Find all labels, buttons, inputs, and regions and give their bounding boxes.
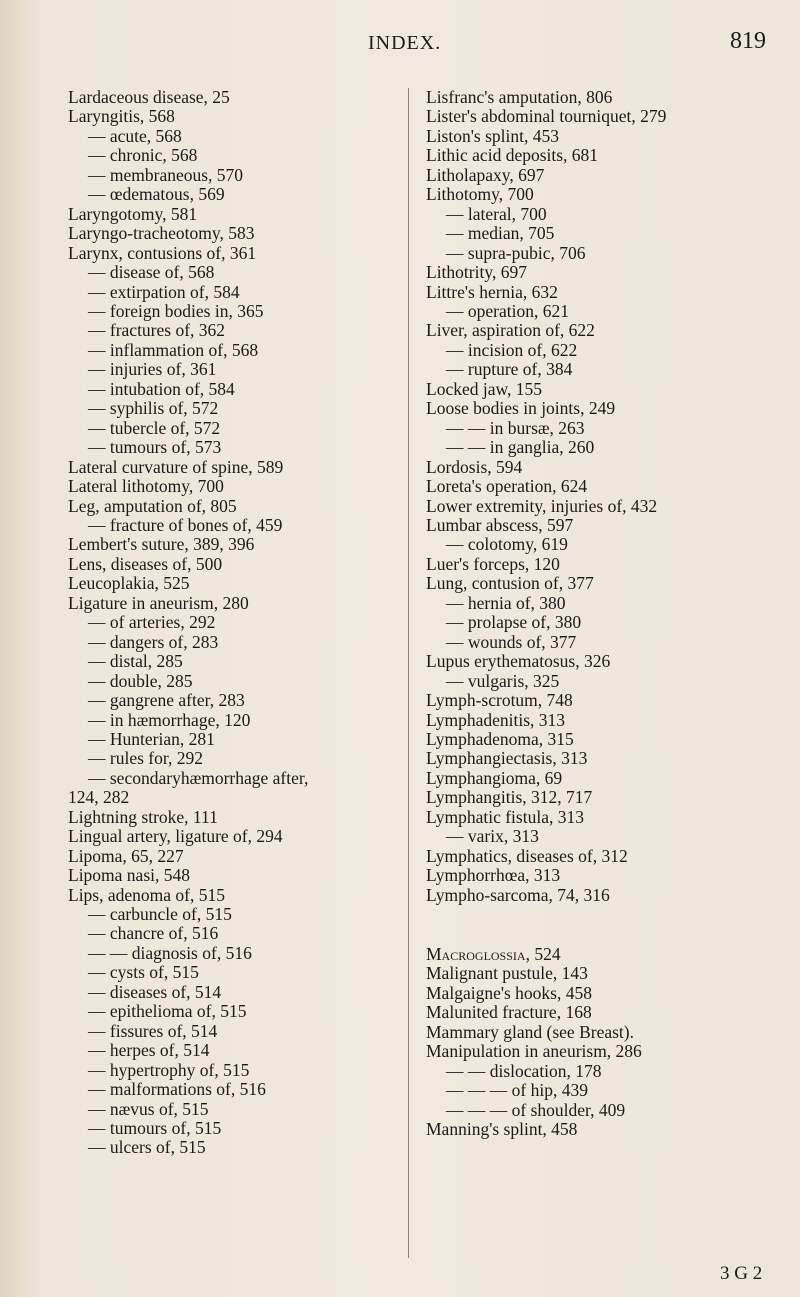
index-entry: Lymphatic fistula, 313 — [426, 806, 584, 827]
index-entry: Lingual artery, ligature of, 294 — [68, 826, 283, 847]
index-entry: Lymphatics, diseases of, 312 — [426, 845, 628, 866]
page-header — [0, 22, 800, 62]
index-subentry: — tumours of, 515 — [88, 1118, 222, 1139]
page-number: 819 — [730, 28, 766, 54]
index-entry: Malunited fracture, 168 — [426, 1002, 592, 1023]
index-subentry: — incision of, 622 — [446, 339, 578, 360]
index-entry: Lupus erythematosus, 326 — [426, 651, 611, 672]
section-gap — [426, 925, 796, 945]
index-subentry: — of arteries, 292 — [88, 612, 216, 633]
index-entry: Manipulation in aneurism, 286 — [426, 1041, 642, 1062]
index-entry: Luer's forceps, 120 — [426, 553, 560, 574]
index-entry: Lymphangiectasis, 313 — [426, 748, 588, 769]
index-subentry: — — in bursæ, 263 — [446, 417, 585, 438]
index-subentry: — diseases of, 514 — [88, 981, 222, 1002]
index-entry: Malignant pustule, 143 — [426, 963, 588, 984]
index-entry: Lithotrity, 697 — [426, 262, 527, 283]
index-subentry: — — dislocation, 178 — [446, 1060, 602, 1081]
index-subentry: — tubercle of, 572 — [88, 417, 221, 438]
index-subentry: — secondaryhæmorrhage after, — [88, 767, 309, 788]
index-entry: Liver, aspiration of, 622 — [426, 320, 595, 341]
index-entry: Lymphadenoma, 315 — [426, 728, 574, 749]
index-subentry: — malformations of, 516 — [88, 1079, 266, 1100]
index-entry: Lembert's suture, 389, 396 — [68, 534, 255, 555]
index-subentry: — wounds of, 377 — [446, 631, 577, 652]
index-subentry: — dangers of, 283 — [88, 631, 219, 652]
index-subentry: — epithelioma of, 515 — [88, 1001, 247, 1022]
index-subentry: — ulcers of, 515 — [88, 1137, 206, 1158]
index-entry: Lymphangitis, 312, 717 — [426, 787, 593, 808]
index-entry: Litholapaxy, 697 — [426, 164, 545, 185]
index-subentry: — inflammation of, 568 — [88, 339, 259, 360]
index-subentry: — — diagnosis of, 516 — [88, 942, 252, 963]
index-entry: Lithic acid deposits, 681 — [426, 145, 599, 166]
index-subentry: — tumours of, 573 — [88, 437, 222, 458]
index-subentry: — acute, 568 — [88, 125, 182, 146]
index-entry: Lips, adenoma of, 515 — [68, 884, 225, 905]
index-subentry: — membraneous, 570 — [88, 164, 244, 185]
section-gap — [426, 905, 796, 925]
index-entry: Laryngo-tracheotomy, 583 — [68, 223, 255, 244]
left-index-column — [68, 88, 398, 1158]
index-subentry: — lateral, 700 — [446, 203, 547, 224]
index-entry: Lisfranc's amputation, 806 — [426, 87, 613, 107]
index-subentry: — syphilis of, 572 — [88, 398, 219, 419]
index-subentry: — intubation of, 584 — [88, 378, 235, 399]
index-entry: Lung, contusion of, 377 — [426, 573, 594, 594]
index-entry: Lympho-sarcoma, 74, 316 — [426, 884, 610, 905]
index-entry: Laryngitis, 568 — [68, 106, 175, 127]
index-subentry: — fractures of, 362 — [88, 320, 226, 341]
index-subentry: — double, 285 — [88, 670, 193, 691]
index-subentry: — nævus of, 515 — [88, 1098, 209, 1119]
index-subentry: — chancre of, 516 — [88, 923, 219, 944]
index-subentry: — operation, 621 — [446, 300, 569, 321]
index-entry: Littre's hernia, 632 — [426, 281, 558, 302]
index-entry: Manning's splint, 458 — [426, 1119, 578, 1140]
index-subentry: — prolapse of, 380 — [446, 612, 582, 633]
index-entry: Lithotomy, 700 — [426, 184, 534, 205]
index-entry: Loose bodies in joints, 249 — [426, 398, 616, 419]
index-subentry: — in hæmorrhage, 120 — [88, 709, 251, 730]
index-entry: Lateral lithotomy, 700 — [68, 476, 224, 497]
page-title: INDEX. — [368, 32, 442, 54]
index-entry: Lightning stroke, 111 — [68, 806, 218, 827]
index-subentry: — rules for, 292 — [88, 748, 203, 769]
index-entry: Lower extremity, injuries of, 432 — [426, 495, 658, 516]
index-subentry: — Hunterian, 281 — [88, 728, 215, 749]
index-subentry: — herpes of, 514 — [88, 1040, 210, 1061]
index-subentry: — œdematous, 569 — [88, 184, 225, 205]
index-entry: Lymphorrhœa, 313 — [426, 865, 561, 886]
index-subentry: — vulgaris, 325 — [446, 670, 560, 691]
index-entry: Mammary gland (see Breast). — [426, 1021, 634, 1042]
index-entry: Lordosis, 594 — [426, 456, 523, 477]
index-subentry: — fissures of, 514 — [88, 1020, 218, 1041]
index-subentry: — injuries of, 361 — [88, 359, 217, 380]
index-subentry: — rupture of, 384 — [446, 359, 573, 380]
index-subentry: — supra-pubic, 706 — [446, 242, 586, 263]
signature-mark: 3 G 2 — [720, 1263, 763, 1284]
index-entry: Loreta's operation, 624 — [426, 476, 588, 497]
index-subentry: — — in ganglia, 260 — [446, 437, 595, 458]
index-entry: Laryngotomy, 581 — [68, 203, 198, 224]
index-subentry: — varix, 313 — [446, 826, 539, 847]
index-entry: Lister's abdominal tourniquet, 279 — [426, 106, 667, 127]
index-subentry: — gangrene after, 283 — [88, 690, 245, 711]
index-entry: Lymph-scrotum, 748 — [426, 690, 573, 711]
index-entry: Lardaceous disease, 25 — [68, 87, 230, 107]
index-entry-continuation: 124, 282 — [68, 787, 130, 808]
index-entry: Locked jaw, 155 — [426, 378, 542, 399]
index-subentry: — foreign bodies in, 365 — [88, 300, 264, 321]
index-entry: Lens, diseases of, 500 — [68, 553, 223, 574]
index-subentry: — carbuncle of, 515 — [88, 904, 232, 925]
index-subentry: — disease of, 568 — [88, 262, 215, 283]
index-subentry: — — — of hip, 439 — [446, 1080, 588, 1101]
index-subentry: — — — of shoulder, 409 — [446, 1099, 626, 1120]
right-index-column — [426, 88, 796, 1140]
index-subentry: — extirpation of, 584 — [88, 281, 240, 302]
index-entry: Lateral curvature of spine, 589 — [68, 456, 284, 477]
index-entry: Malgaigne's hooks, 458 — [426, 982, 592, 1003]
index-subentry: — fracture of bones of, 459 — [88, 514, 283, 535]
index-entry: Larynx, contusions of, 361 — [68, 242, 257, 263]
index-entry: Lipoma nasi, 548 — [68, 865, 190, 886]
index-entry: Macroglossia, 524 — [426, 944, 561, 965]
index-entry: Leg, amputation of, 805 — [68, 495, 237, 516]
index-subentry: — chronic, 568 — [88, 145, 198, 166]
index-entry: Leucoplakia, 525 — [68, 573, 190, 594]
index-entry: Ligature in aneurism, 280 — [68, 592, 249, 613]
index-entry: Liston's splint, 453 — [426, 125, 559, 146]
index-subentry: — median, 705 — [446, 223, 555, 244]
index-subentry: — hypertrophy of, 515 — [88, 1059, 250, 1080]
index-entry: Lumbar abscess, 597 — [426, 514, 574, 535]
column-divider — [408, 88, 409, 1258]
index-subentry: — cysts of, 515 — [88, 962, 199, 983]
index-entry: Lymphangioma, 69 — [426, 767, 563, 788]
index-entry: Lipoma, 65, 227 — [68, 845, 184, 866]
index-subentry: — hernia of, 380 — [446, 592, 566, 613]
index-entry: Lymphadenitis, 313 — [426, 709, 566, 730]
index-subentry: — colotomy, 619 — [446, 534, 568, 555]
index-subentry: — distal, 285 — [88, 651, 183, 672]
